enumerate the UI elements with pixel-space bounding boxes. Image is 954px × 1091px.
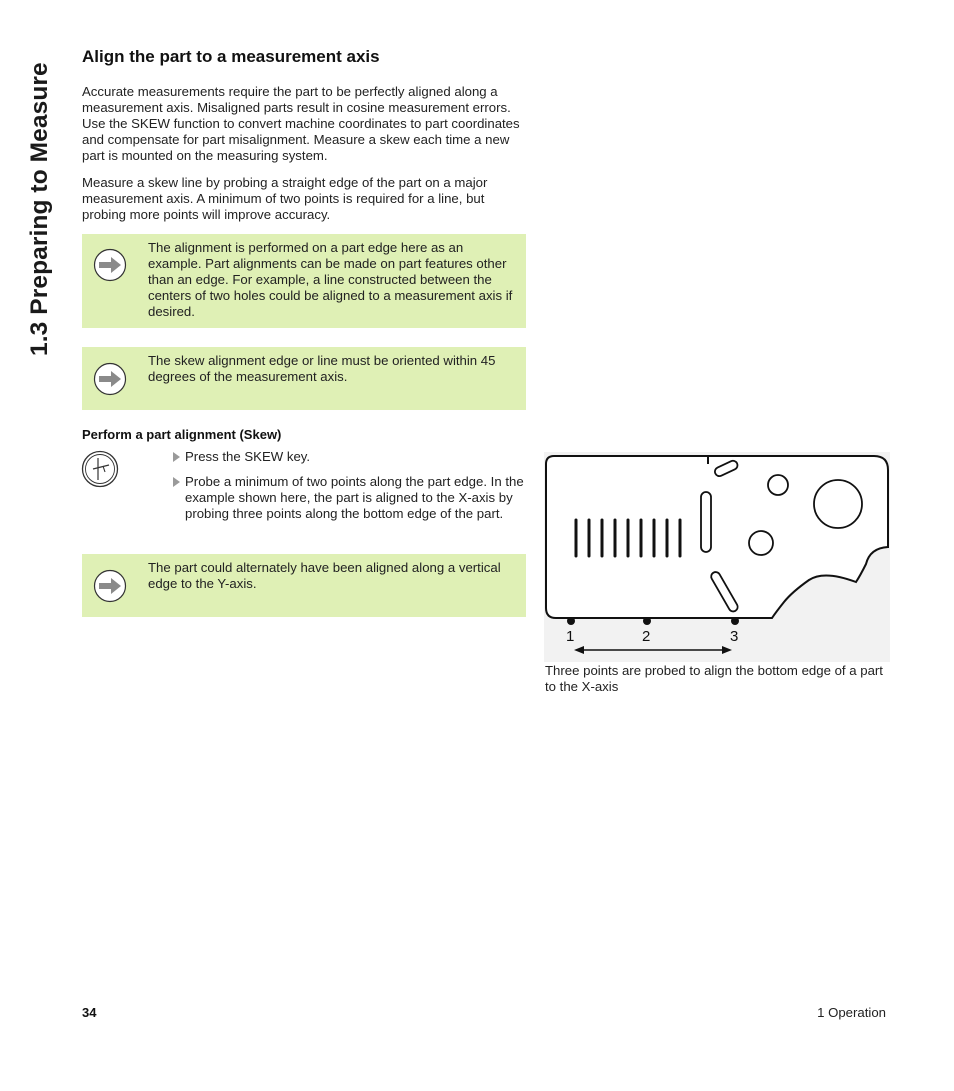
arrow-right-icon: [93, 248, 127, 282]
page-number: 34: [82, 1005, 97, 1020]
step-text: Probe a minimum of two points along the part edge. In the example shown here, the part is aligned to the X-axis by probing three points along the bottom edge of the part.: [185, 474, 524, 521]
page-heading: Align the part to a measurement axis: [82, 47, 380, 66]
note-text: The part could alternately have been aligned along a vertical edge to the Y-axis.: [148, 560, 501, 591]
arrow-right-icon: [93, 362, 127, 396]
section-side-title-text: 1.3 Preparing to Measure: [26, 62, 53, 356]
note-box: [82, 234, 526, 328]
note-text: The skew alignment edge or line must be oriented within 45 degrees of the measurement axis.: [148, 353, 496, 384]
figure-caption: Three points are probed to align the bottom edge of a part to the X-axis: [545, 663, 883, 694]
step-item: [173, 449, 525, 465]
chapter-label: 1 Operation: [817, 1005, 886, 1020]
step-text: Press the SKEW key.: [185, 449, 311, 464]
vertical-slot: [701, 492, 711, 552]
bullet-arrow-icon: [173, 477, 180, 487]
intro-paragraph: Accurate measurements require the part to be perfectly aligned along a measurement axis. Misaligned parts result in cosine measurement errors. Use the SKEW function to convert machine coordinates to part coordinates and compensate for part misalignment. Measure a skew each time a new part is mounted on the measuring system.: [82, 84, 520, 163]
note-box: [82, 554, 526, 617]
probe-point-2: [643, 617, 651, 625]
large-hole: [814, 480, 862, 528]
probe-label-1: 1: [566, 628, 575, 645]
probe-point-3: [731, 617, 739, 625]
step-item: [173, 474, 525, 522]
skew-key-icon: [81, 450, 119, 488]
medium-hole: [749, 531, 773, 555]
probe-point-1: [567, 617, 575, 625]
note-box: [82, 347, 526, 410]
arrow-right-icon: [93, 569, 127, 603]
skew-line-paragraph: Measure a skew line by probing a straight edge of the part on a major measurement axis. A minimum of two points is required for a line, but probing more points will improve accuracy.: [82, 175, 488, 222]
note-text: The alignment is performed on a part edge here as an example. Part alignments can be made on part features other than an edge. For example, a line constructed between the centers of two holes could be aligned to a measurement axis if desired.: [148, 240, 513, 319]
part-alignment-figure: [544, 452, 890, 662]
small-hole: [768, 475, 788, 495]
probe-label-2: 2: [642, 628, 651, 645]
procedure-heading: Perform a part alignment (Skew): [82, 427, 282, 442]
probe-label-3: 3: [730, 628, 739, 645]
section-side-title: [22, 50, 58, 360]
bullet-arrow-icon: [173, 452, 180, 462]
